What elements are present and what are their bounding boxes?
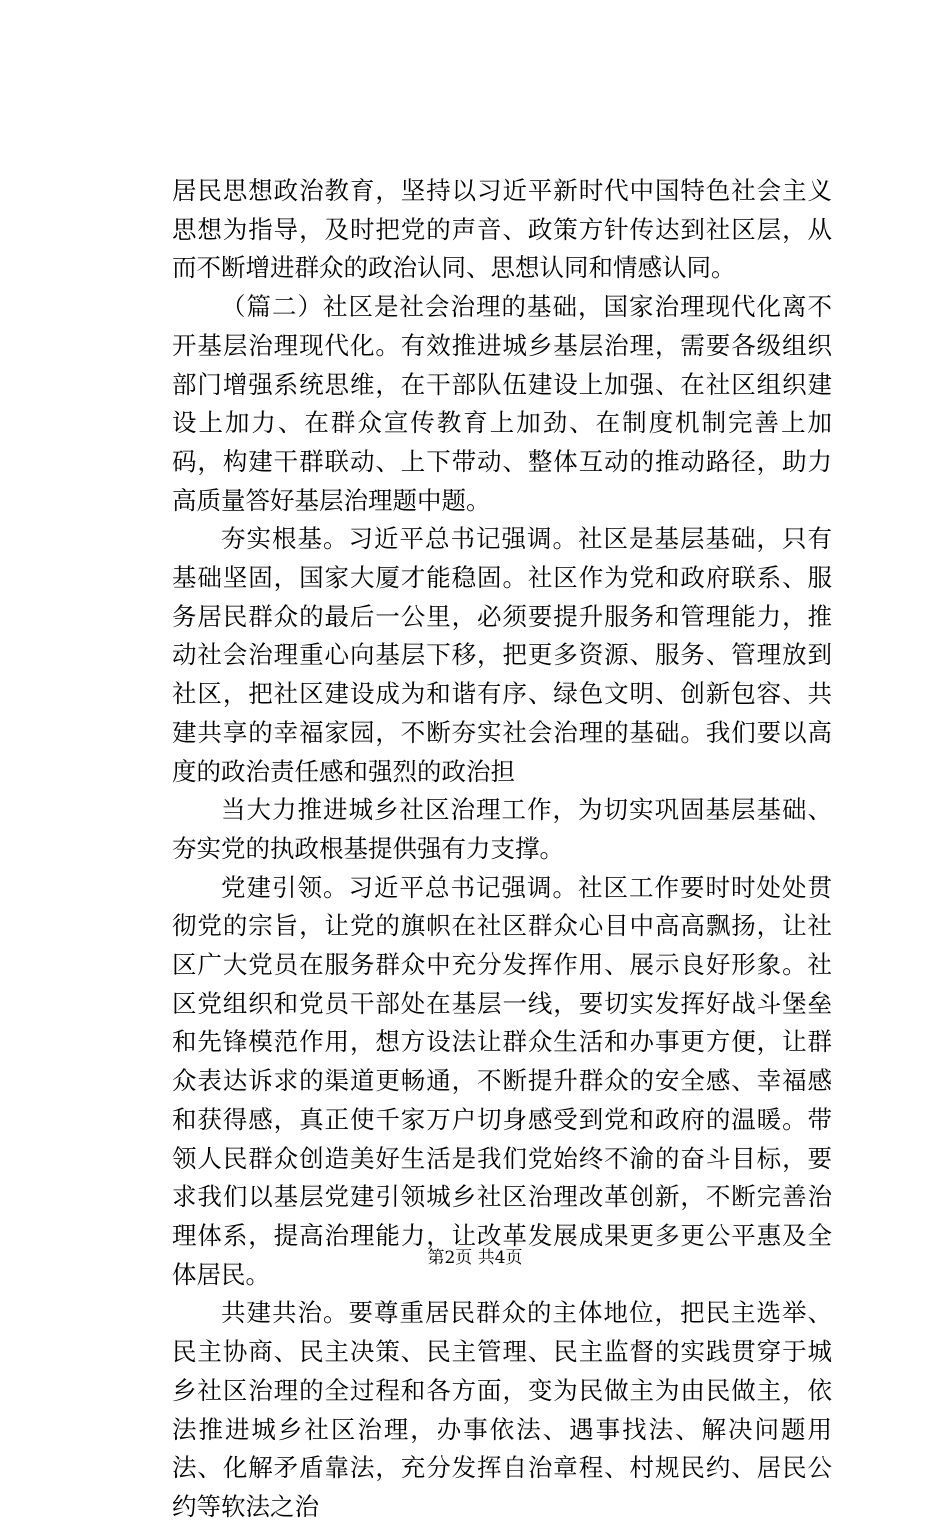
body-text [172, 172, 832, 1527]
paragraph-foundation-continued: 当大力推进城乡社区治理工作，为切实巩固基层基础、夯实党的执政根基提供强有力支撑。 [172, 795, 832, 863]
paragraph-continuation: 居民思想政治教育，坚持以习近平新时代中国特色社会主义思想为指导，及时把党的声音、政策方针传达到社区层，从而不断增进群众的政治认同、思想认同和情感认同。 [172, 176, 832, 283]
paragraph-party-leadership: 党建引领。习近平总书记强调。社区工作要时时处处贯彻党的宗旨，让党的旗帜在社区群众心目中高高飘扬，让社区广大党员在服务群众中充分发挥作用、展示良好形象。社区党组织和党员干部处在基层一线，要切实发挥好战斗堡垒和先锋模范作用，想方设法让群众生活和办事更方便，让群众表达诉求的渠道更畅通，不断提升群众的安全感、幸福感和获得感，真正使千家万户切身感受到党和政府的温暖。带领人民群众创造美好生活是我们党始终不渝的奋斗目标，要求我们以基层党建引领城乡社区治理改革创新，不断完善治理体系，提高治理能力，让改革发展成果更多更公平惠及全体居民。 [172, 872, 832, 1289]
page-number-footer: 第2页 共4页 [427, 1248, 523, 1268]
paragraph-co-governance: 共建共治。要尊重居民群众的主体地位，把民主选举、民主协商、民主决策、民主管理、民主监督的实践贯穿于城乡社区治理的全过程和各方面，变为民做主为由民做主，依法推进城乡社区治理，办事依法、遇事找法、解决问题用法、化解矛盾靠法，充分发挥自治章程、村规民约、居民公约等软法之治 [172, 1298, 832, 1521]
paragraph-part-two-intro: （篇二）社区是社会治理的基础，国家治理现代化离不开基层治理现代化。有效推进城乡基层治理，需要各级组织部门增强系统思维，在干部队伍建设上加强、在社区组织建设上加力、在群众宣传教育上加劲、在制度机制完善上加码，构建干群联动、上下带动、整体互动的推动路径，助力高质量答好基层治理题中题。 [172, 292, 832, 515]
paragraph-foundation: 夯实根基。习近平总书记强调。社区是基层基础，只有基础坚固，国家大厦才能稳固。社区作为党和政府联系、服务居民群众的最后一公里，必须要提升服务和管理能力，推动社会治理重心向基层下移，把更多资源、服务、管理放到社区，把社区建设成为和谐有序、绿色文明、创新包容、共建共享的幸福家园，不断夯实社会治理的基础。我们要以高度的政治责任感和强烈的政治担 [172, 524, 832, 786]
